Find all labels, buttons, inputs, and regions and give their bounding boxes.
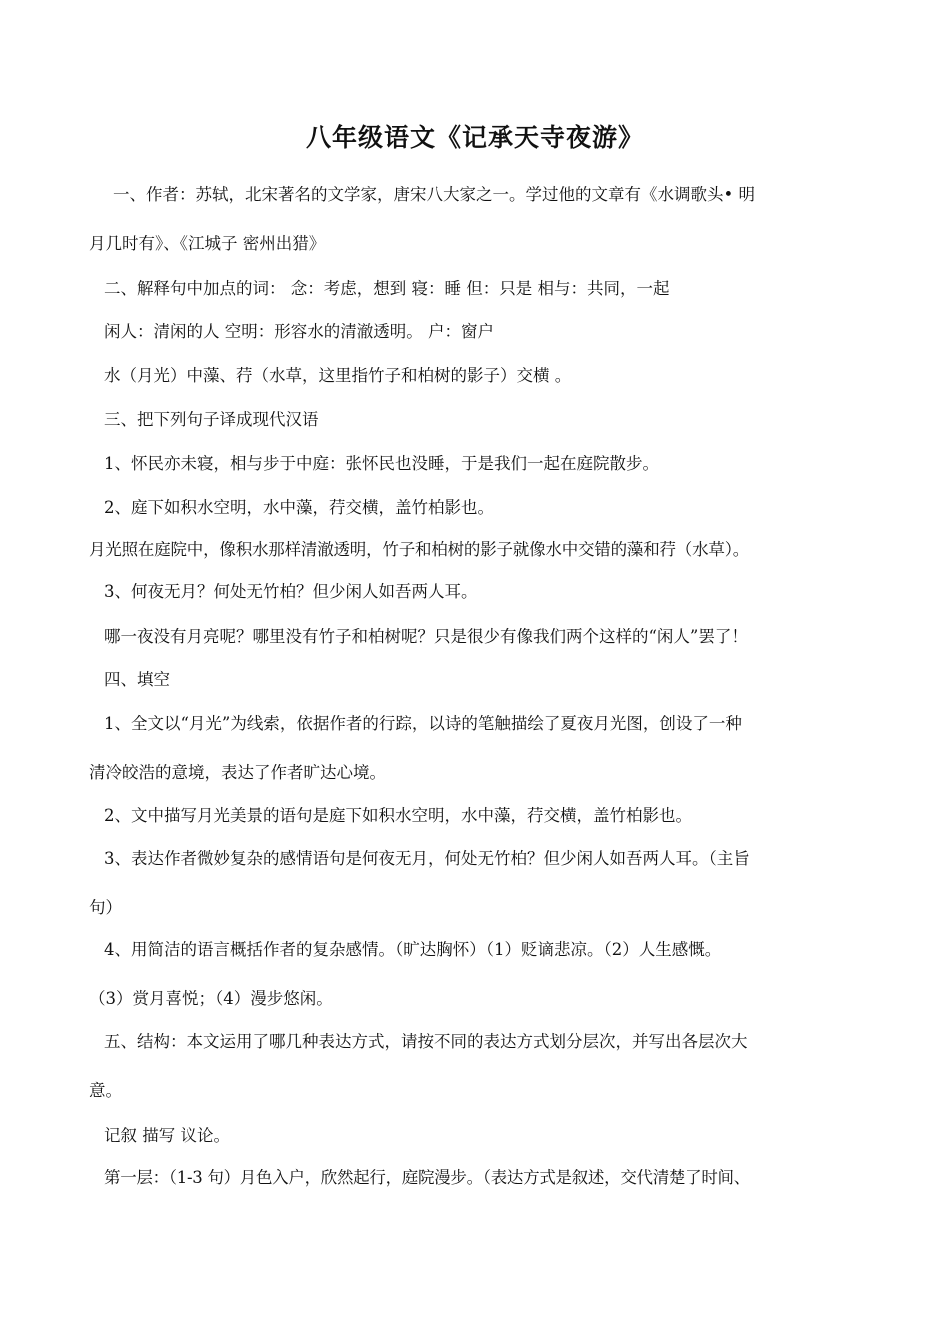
text-line-fill-3b: 句）	[89, 898, 122, 917]
text-line-translate-3: 3、何夜无月？何处无竹柏？但少闲人如吾两人耳。	[104, 582, 478, 601]
text-line-explain-1: 二、解释句中加点的词： 念：考虑，想到 寝：睡 但：只是 相与：共同，一起	[104, 279, 670, 298]
text-line-fill-heading: 四、填空	[104, 670, 170, 689]
text-line-fill-4a: 4、用简洁的语言概括作者的复杂感情。（旷达胸怀）（1）贬谪悲凉。（2）人生感慨。	[104, 940, 722, 959]
text-line-fill-1a: 1、全文以“月光”为线索，依据作者的行踪，以诗的笔触描绘了夏夜月光图，创设了一种	[104, 714, 742, 733]
text-line-author-2: 月几时有》、《江城子 密州出猎》	[89, 234, 326, 253]
text-line-explain-2: 闲人：清闲的人 空明：形容水的清澈透明。 户：窗户	[104, 322, 494, 341]
text-line-translate-3-answer: 哪一夜没有月亮呢？哪里没有竹子和柏树呢？只是很少有像我们两个这样的“闲人”罢了！	[104, 627, 748, 646]
text-line-translate-2-answer: 月光照在庭院中，像积水那样清澈透明，竹子和柏树的影子就像水中交错的藻和荇（水草）。	[89, 540, 750, 559]
document-title: 八年级语文《记承天寺夜游》	[305, 123, 644, 152]
text-line-fill-3a: 3、表达作者微妙复杂的感情语句是何夜无月，何处无竹柏？但少闲人如吾两人耳。（主旨	[104, 849, 750, 868]
text-line-fill-1b: 清冷皎浩的意境，表达了作者旷达心境。	[89, 763, 386, 782]
text-line-structure-1: 五、结构：本文运用了哪几种表达方式，请按不同的表达方式划分层次，并写出各层次大	[104, 1032, 748, 1051]
text-line-translate-2: 2、庭下如积水空明，水中藻，荇交横，盖竹柏影也。	[104, 498, 494, 517]
text-line-translate-heading: 三、把下列句子译成现代汉语	[104, 410, 319, 429]
text-line-author-1: 一、作者：苏轼，北宋著名的文学家，唐宋八大家之一。学过他的文章有《水调歌头• 明	[113, 185, 755, 204]
text-line-fill-4b: （3）赏月喜悦；（4）漫步悠闲。	[89, 989, 333, 1008]
text-line-structure-3: 记叙 描写 议论。	[104, 1126, 230, 1145]
text-line-fill-2: 2、文中描写月光美景的语句是庭下如积水空明，水中藻，荇交横，盖竹柏影也。	[104, 806, 692, 825]
text-line-explain-3: 水（月光）中藻、荇（水草，这里指竹子和柏树的影子）交横 。	[104, 366, 572, 385]
text-line-structure-2: 意。	[89, 1081, 122, 1100]
text-line-translate-1: 1、怀民亦未寝，相与步于中庭：张怀民也没睡，于是我们一起在庭院散步。	[104, 454, 659, 473]
text-line-structure-4: 第一层：（1-3 句）月色入户，欣然起行，庭院漫步。（表达方式是叙述，交代清楚了时间、	[104, 1168, 750, 1187]
